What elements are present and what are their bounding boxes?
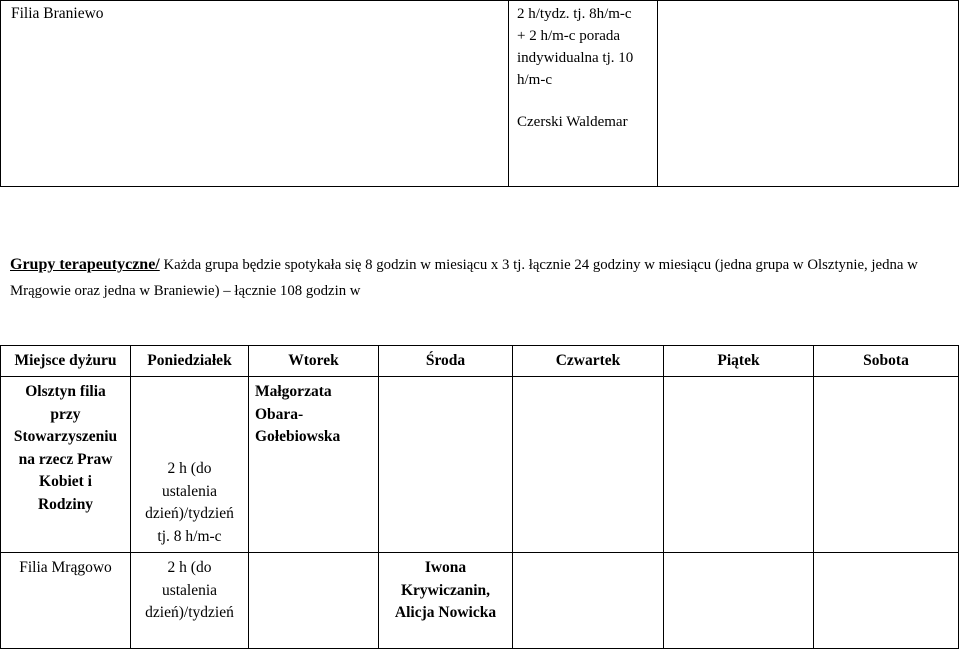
location-cell xyxy=(1,1,509,187)
empty-cell xyxy=(814,553,959,649)
hours-line: 2 h (do xyxy=(167,559,212,576)
hours-line: ustalenia xyxy=(161,482,218,500)
location-line: Kobiet i xyxy=(39,473,92,490)
empty-cell xyxy=(513,377,664,553)
location-cell xyxy=(1,377,131,553)
location-line: Rodziny xyxy=(37,495,94,513)
hours-line: + 2 h/m-c porada xyxy=(517,28,621,44)
person-line: Iwona xyxy=(424,559,467,576)
hours-cell xyxy=(131,377,249,553)
hours-line: 2 h/tydz. tj. 8h/m-c xyxy=(517,6,632,22)
empty-cell xyxy=(664,553,814,649)
person-line: Krywiczanin, xyxy=(400,581,491,599)
person-line: Gołebiowska xyxy=(255,428,341,445)
person-line: Alicja Nowicka xyxy=(394,604,497,621)
empty-cell xyxy=(513,553,664,649)
table-row xyxy=(1,377,959,553)
schedule-table xyxy=(0,345,959,649)
location-line: na rzecz Praw xyxy=(18,450,113,468)
header-cell: Poniedziałek xyxy=(131,346,249,377)
hours-line: tj. 8 h/m-c xyxy=(157,527,222,545)
person-cell xyxy=(249,377,379,553)
header-cell: Środa xyxy=(379,346,513,377)
location-label: Filia Braniewo xyxy=(11,5,104,22)
header-cell: Piątek xyxy=(664,346,814,377)
empty-cell xyxy=(249,553,379,649)
hours-cell xyxy=(131,553,249,649)
empty-cell xyxy=(658,1,959,187)
location-line: Stowarzyszeniu xyxy=(13,428,118,445)
group-heading: Grupy terapeutyczne/ xyxy=(10,256,160,273)
empty-cell xyxy=(664,377,814,553)
hours-line: indywidualna tj. 10 xyxy=(517,50,634,66)
hours-line: h/m-c xyxy=(517,72,552,88)
hours-line: dzień)/tydzień xyxy=(145,505,234,522)
hours-line: dzień)/tydzień xyxy=(145,604,234,621)
header-cell: Czwartek xyxy=(513,346,664,377)
top-table xyxy=(0,0,959,187)
person-line: Obara- xyxy=(255,405,304,423)
hours-line: ustalenia xyxy=(161,581,218,599)
empty-cell xyxy=(379,377,513,553)
group-text: Każda grupa będzie spotykała się 8 godzin w miesiącu x 3 tj. łącznie 24 godziny w miesiącu (jedna grupa w Olsztynie, jedna w Mrągowie oraz jedna w Braniewie) – łącznie 108 godzin w xyxy=(10,257,918,299)
group-paragraph xyxy=(10,252,940,304)
hours-cell xyxy=(509,1,658,187)
header-cell: Wtorek xyxy=(249,346,379,377)
table-row xyxy=(1,1,959,187)
empty-cell xyxy=(814,377,959,553)
header-cell: Miejsce dyżuru xyxy=(1,346,131,377)
person-line: Małgorzata xyxy=(255,383,332,400)
person-name: Czerski Waldemar xyxy=(517,114,628,130)
table-header-row xyxy=(1,346,959,377)
hours-line: 2 h (do xyxy=(167,460,212,477)
location-line: Olsztyn filia xyxy=(25,383,106,400)
header-cell: Sobota xyxy=(814,346,959,377)
person-cell xyxy=(379,553,513,649)
location-cell xyxy=(1,553,131,649)
location-line: Filia Mrągowo xyxy=(19,559,112,576)
location-line: przy xyxy=(50,405,81,423)
table-row xyxy=(1,553,959,649)
